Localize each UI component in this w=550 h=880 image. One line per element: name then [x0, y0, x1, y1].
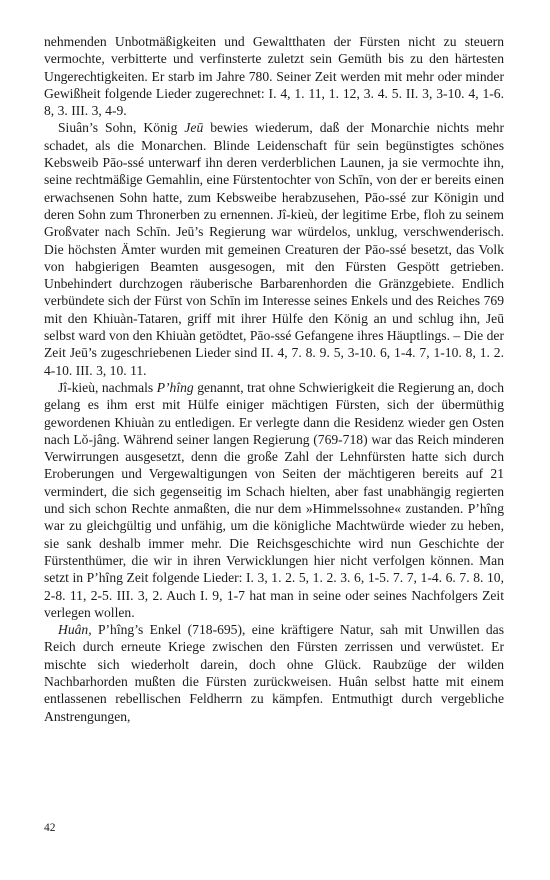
italic-name: Jeū	[184, 120, 204, 136]
paragraph-3	[44, 379, 504, 621]
text-run: genannt, trat ohne Schwierigkeit die Regierung an, doch gelang es ihm erst mit Hülfe einiger mächtigen Fürsten, sich der übermüthig gewordenen Khiuàn zu entledigen. Er verlegte dann die Residenz wieder gen Osten nach Lŏ-jâng. Während seiner langen Regierung (769-718) war das Reich minderen Verwirrungen ausgesetzt, denn die große Zahl der Lehnfürsten hatte sich durch Eroberungen und Vergewaltigungen von Seiten der mächtigeren bereits auf 21 vermindert, die sich gegenseitig im Schach hielten, aber fast unabhängig regierten und sich schon Rechte anmaßten, die nur dem »Himmelssohne« zustanden. P’hîng war zu gleichgültig und unfähig, um die königliche Machtwürde wieder zu heben, sie sank deshalb immer mehr. Die Reichsgeschichte wird nun Geschichte der Fürstenthümer, die wir in ihren Verwicklungen hier nicht verfolgen können. Man setzt in P’hîng Zeit folgende Lieder: I. 3, 1. 2. 5, 1. 2. 3. 6, 1-5. 7. 7, 1-4. 6. 7. 8. 10, 2-8. 11, 2-5. III. 3, 2. Auch I. 9, 1-7 hat man in seine oder seines Nachfolgers Zeit verlegen wollen.	[44, 379, 504, 620]
paragraph-1	[44, 33, 504, 119]
page-number: 42	[44, 822, 56, 834]
paragraph-4	[44, 621, 504, 725]
italic-name: Huân,	[58, 622, 92, 638]
italic-name: P’hîng	[156, 379, 194, 395]
text-run: Jî-kieù, nachmals	[58, 379, 157, 395]
text-run: nehmenden Unbotmäßigkeiten und Gewaltthaten der Fürsten nicht zu steuern vermochte, verbitterte und verfinsterte zuletzt sein Gemüth bis zu den härtesten Ungerechtigkeiten. Er starb im Jahre 780. Seiner Zeit werden mit mehr oder minder Gewißheit folgende Lieder zugerechnet: I. 4, 1. 11, 1. 12, 3. 4. 5. II. 3, 3-10. 4, 1-6. 8, 3. III. 3, 4-9.	[44, 34, 504, 119]
text-run: bewies wiederum, daß der Monarchie nichts mehr schadet, als die Monarchen. Blinde Leidenschaft für sein begünstigtes schönes Kebsweib Pāo-ssé unterwarf ihn deren verderblichen Launen, ja sie vermochte ihn, seine rechtmäßige Gemahlin, eine Fürstentochter von Schīn, von der er bereits einen erwachsenen Sohn hatte, zum Kebsweibe herabzusehen, Pāo-ssé zur Königin und deren Sohn zum Thronerben zu ernennen. Jî-kieù, der legitime Erbe, floh zu seinem Großvater nach Schīn. Jeū’s Regierung war würdelos, unklug, verschwenderisch. Die höchsten Ämter wurden mit gemeinen Creaturen der Pāo-ssé besetzt, das Volk von habgierigen Beamten ausgesogen, mit den Fürsten Gespött getrieben. Unbehindert durchzogen räuberische Barbarenhorden die Gränzgebiete. Endlich verbündete sich der Fürst von Schīn im Interesse seines Enkels und des Reiches 769 mit den Khiuàn-Tataren, griff mit ihrer Hülfe den König an und schlug ihn, Jeū selbst ward von den Khiuàn getödtet, Pāo-ssé Gefangene ihres Häuptlings. – Die der Zeit Jeū’s zugeschriebenen Lieder sind II. 4, 7. 8. 9. 5, 3-10. 6, 1-4. 7, 1-10. 8, 1. 2. 4-10. III. 3, 10. 11.	[44, 120, 505, 378]
paragraph-2	[44, 119, 504, 378]
page-text-block	[44, 33, 504, 725]
text-run: P’hîng’s Enkel (718-695), eine kräftigere Natur, sah mit Unwillen das Reich durch erneute Kriege zwischen den Fürsten zerrissen und verwüstet. Er mischte sich wiederholt darein, doch ohne Glück. Raubzüge der wilden Nachbarhorden mußten die Fürsten zurückweisen. Huân selbst hatte mit einem entlassenen rebellischen Feldherrn zu kämpfen. Entmuthigt durch vergebliche Anstrengungen,	[44, 622, 504, 724]
text-run: Siuân’s Sohn, König	[58, 120, 185, 136]
